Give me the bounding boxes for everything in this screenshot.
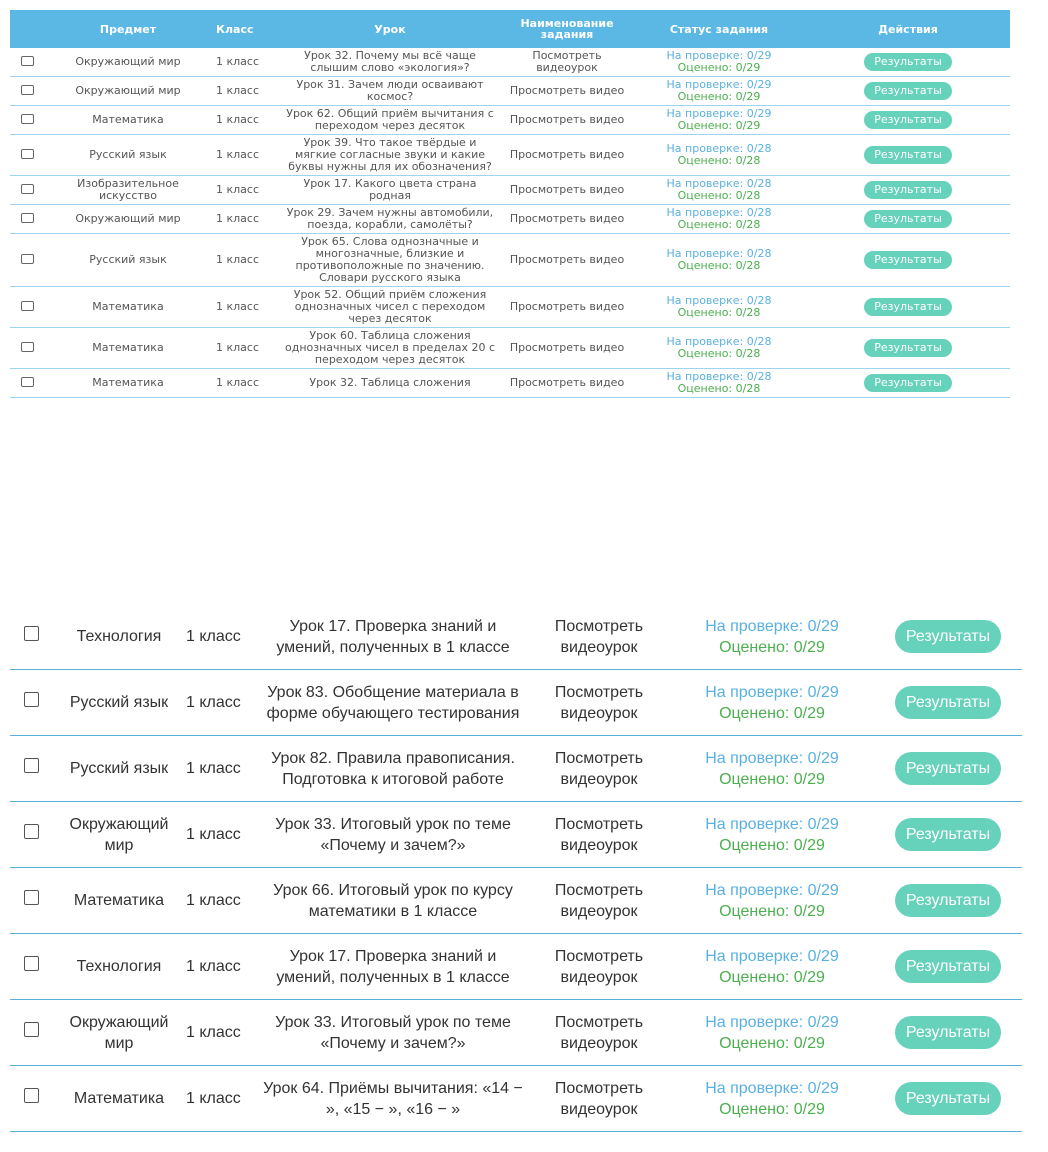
subject-cell: Окружающий мир: [44, 77, 212, 106]
row-checkbox-cell: [10, 48, 44, 77]
class-cell: 1 класс: [212, 106, 278, 135]
status-cell: [670, 1000, 874, 1066]
status-cell: [632, 205, 806, 234]
table-row: [10, 868, 1022, 934]
task-name-cell: Посмотреть видеоурок: [528, 604, 670, 670]
lesson-cell: Урок 82. Правила правописания. Подготовка к итоговой работе: [258, 736, 528, 802]
header-class: Класс: [212, 10, 278, 48]
task-name-cell: Просмотреть видео: [502, 369, 632, 398]
actions-cell: [806, 135, 1010, 176]
checkbox-icon[interactable]: [24, 1022, 39, 1037]
checkbox-icon[interactable]: [24, 824, 39, 839]
actions-cell: [874, 670, 1022, 736]
table-row: [10, 1000, 1022, 1066]
results-button[interactable]: Результаты: [864, 298, 952, 316]
subject-cell: Русский язык: [44, 135, 212, 176]
task-name-cell: Посмотреть видеоурок: [528, 868, 670, 934]
header-task-name: Наименование задания: [502, 10, 632, 48]
status-on-review: На проверке: 0/29: [666, 107, 772, 120]
class-cell: 1 класс: [212, 48, 278, 77]
status-on-review: На проверке: 0/29: [705, 815, 839, 833]
checkbox-icon[interactable]: [24, 890, 39, 905]
status-graded: Оценено: 0/29: [719, 638, 825, 656]
status-graded: Оценено: 0/28: [677, 306, 761, 319]
lesson-cell: Урок 52. Общий приём сложения однозначных чисел с переходом через десяток: [278, 287, 502, 328]
subject-cell: Технология: [52, 934, 186, 1000]
checkbox-icon[interactable]: [21, 342, 34, 352]
actions-cell: [874, 802, 1022, 868]
status-on-review: На проверке: 0/29: [666, 49, 772, 62]
status-cell: [670, 670, 874, 736]
status-graded: Оценено: 0/29: [677, 90, 761, 103]
status-cell: [670, 604, 874, 670]
row-checkbox-cell: [10, 234, 44, 287]
checkbox-icon[interactable]: [24, 956, 39, 971]
row-checkbox-cell: [10, 1066, 52, 1132]
status-on-review: На проверке: 0/28: [666, 142, 772, 155]
status-on-review: На проверке: 0/29: [666, 78, 772, 91]
class-cell: 1 класс: [212, 77, 278, 106]
results-button[interactable]: Результаты: [864, 339, 952, 357]
results-button[interactable]: Результаты: [895, 950, 1001, 983]
class-cell: 1 класс: [186, 736, 258, 802]
task-name-cell: Просмотреть видео: [502, 176, 632, 205]
checkbox-icon[interactable]: [21, 213, 34, 223]
table-row: [10, 736, 1022, 802]
task-name-cell: Просмотреть видео: [502, 106, 632, 135]
task-name-cell: Просмотреть видео: [502, 287, 632, 328]
subject-cell: Математика: [44, 328, 212, 369]
actions-cell: [806, 234, 1010, 287]
table-row: [10, 135, 1010, 176]
class-cell: 1 класс: [212, 234, 278, 287]
header-actions: Действия: [806, 10, 1010, 48]
status-cell: [632, 106, 806, 135]
actions-cell: [874, 868, 1022, 934]
checkbox-icon[interactable]: [24, 758, 39, 773]
task-name-cell: Посмотреть видеоурок: [502, 48, 632, 77]
actions-cell: [806, 106, 1010, 135]
lesson-cell: Урок 33. Итоговый урок по теме «Почему и зачем?»: [258, 1000, 528, 1066]
status-graded: Оценено: 0/29: [677, 119, 761, 132]
status-on-review: На проверке: 0/29: [705, 1079, 839, 1097]
row-checkbox-cell: [10, 205, 44, 234]
actions-cell: [806, 287, 1010, 328]
status-on-review: На проверке: 0/29: [705, 617, 839, 635]
lesson-cell: Урок 65. Слова однозначные и многозначные, близкие и противоположные по значению. Словари русского языка: [278, 234, 502, 287]
results-button[interactable]: Результаты: [895, 686, 1001, 719]
row-checkbox-cell: [10, 77, 44, 106]
table-row: [10, 106, 1010, 135]
results-button[interactable]: Результаты: [864, 82, 952, 100]
checkbox-icon[interactable]: [24, 1088, 39, 1103]
task-name-cell: Посмотреть видеоурок: [528, 934, 670, 1000]
results-button[interactable]: Результаты: [864, 111, 952, 129]
subject-cell: Окружающий мир: [44, 205, 212, 234]
subject-cell: Математика: [44, 369, 212, 398]
class-cell: 1 класс: [186, 670, 258, 736]
checkbox-icon[interactable]: [21, 377, 34, 387]
actions-cell: [806, 77, 1010, 106]
status-on-review: На проверке: 0/28: [666, 247, 772, 260]
status-graded: Оценено: 0/29: [719, 1034, 825, 1052]
lesson-cell: Урок 83. Обобщение материала в форме обучающего тестирования: [258, 670, 528, 736]
table-row: [10, 369, 1010, 398]
class-cell: 1 класс: [212, 369, 278, 398]
actions-cell: [806, 205, 1010, 234]
results-button[interactable]: Результаты: [895, 752, 1001, 785]
status-graded: Оценено: 0/28: [677, 382, 761, 395]
status-on-review: На проверке: 0/28: [666, 294, 772, 307]
subject-cell: Окружающий мир: [52, 1000, 186, 1066]
row-checkbox-cell: [10, 604, 52, 670]
status-on-review: На проверке: 0/29: [705, 947, 839, 965]
subject-cell: Окружающий мир: [44, 48, 212, 77]
table-row: [10, 670, 1022, 736]
lesson-cell: Урок 31. Зачем люди осваивают космос?: [278, 77, 502, 106]
status-cell: [670, 868, 874, 934]
results-button[interactable]: Результаты: [895, 884, 1001, 917]
checkbox-icon[interactable]: [21, 114, 34, 124]
table-row: [10, 802, 1022, 868]
lesson-cell: Урок 17. Проверка знаний и умений, полученных в 1 классе: [258, 934, 528, 1000]
checkbox-icon[interactable]: [21, 85, 34, 95]
table-row: [10, 77, 1010, 106]
status-graded: Оценено: 0/29: [719, 902, 825, 920]
lesson-cell: Урок 39. Что такое твёрдые и мягкие согласные звуки и какие буквы нужны для их обозначения?: [278, 135, 502, 176]
table-row: [10, 48, 1010, 77]
status-graded: Оценено: 0/28: [677, 259, 761, 272]
row-checkbox-cell: [10, 1000, 52, 1066]
row-checkbox-cell: [10, 328, 44, 369]
class-cell: 1 класс: [212, 205, 278, 234]
lesson-cell: Урок 66. Итоговый урок по курсу математики в 1 классе: [258, 868, 528, 934]
status-graded: Оценено: 0/28: [677, 189, 761, 202]
subject-cell: Математика: [52, 868, 186, 934]
header-lesson: Урок: [278, 10, 502, 48]
task-name-cell: Просмотреть видео: [502, 77, 632, 106]
row-checkbox-cell: [10, 868, 52, 934]
actions-cell: [874, 604, 1022, 670]
row-checkbox-cell: [10, 369, 44, 398]
subject-cell: Математика: [52, 1066, 186, 1132]
assignments-table-bottom: [10, 604, 1022, 1132]
lesson-cell: Урок 60. Таблица сложения однозначных чисел в пределах 20 с переходом через десяток: [278, 328, 502, 369]
status-cell: [670, 934, 874, 1000]
class-cell: 1 класс: [186, 802, 258, 868]
header-checkbox-col: [10, 10, 44, 48]
checkbox-icon[interactable]: [24, 626, 39, 641]
status-on-review: На проверке: 0/28: [666, 335, 772, 348]
checkbox-icon[interactable]: [24, 692, 39, 707]
status-graded: Оценено: 0/29: [719, 770, 825, 788]
row-checkbox-cell: [10, 135, 44, 176]
subject-cell: Русский язык: [44, 234, 212, 287]
subject-cell: Окружающий мир: [52, 802, 186, 868]
task-name-cell: Посмотреть видеоурок: [528, 1000, 670, 1066]
actions-cell: [806, 328, 1010, 369]
actions-cell: [874, 1066, 1022, 1132]
row-checkbox-cell: [10, 934, 52, 1000]
task-name-cell: Посмотреть видеоурок: [528, 736, 670, 802]
results-button[interactable]: Результаты: [895, 620, 1001, 653]
status-cell: [670, 802, 874, 868]
table-row: [10, 176, 1010, 205]
class-cell: 1 класс: [212, 176, 278, 205]
row-checkbox-cell: [10, 106, 44, 135]
status-cell: [670, 1066, 874, 1132]
header-subject: Предмет: [44, 10, 212, 48]
task-name-cell: Просмотреть видео: [502, 135, 632, 176]
task-name-cell: Посмотреть видеоурок: [528, 670, 670, 736]
row-checkbox-cell: [10, 176, 44, 205]
header-status: Статус задания: [632, 10, 806, 48]
row-checkbox-cell: [10, 287, 44, 328]
lesson-cell: Урок 17. Проверка знаний и умений, полученных в 1 классе: [258, 604, 528, 670]
table-row: [10, 934, 1022, 1000]
class-cell: 1 класс: [186, 1000, 258, 1066]
status-on-review: На проверке: 0/29: [705, 881, 839, 899]
status-cell: [632, 48, 806, 77]
status-on-review: На проверке: 0/29: [705, 749, 839, 767]
table-row: [10, 604, 1022, 670]
subject-cell: Русский язык: [52, 736, 186, 802]
task-name-cell: Просмотреть видео: [502, 328, 632, 369]
lesson-cell: Урок 17. Какого цвета страна родная: [278, 176, 502, 205]
status-cell: [670, 736, 874, 802]
status-graded: Оценено: 0/29: [677, 61, 761, 74]
results-button[interactable]: Результаты: [864, 210, 952, 228]
results-button[interactable]: Результаты: [895, 1016, 1001, 1049]
class-cell: 1 класс: [212, 328, 278, 369]
status-cell: [632, 328, 806, 369]
status-cell: [632, 234, 806, 287]
status-graded: Оценено: 0/28: [677, 347, 761, 360]
class-cell: 1 класс: [186, 934, 258, 1000]
table-row: [10, 234, 1010, 287]
class-cell: 1 класс: [186, 868, 258, 934]
status-cell: [632, 77, 806, 106]
results-button[interactable]: Результаты: [864, 53, 952, 71]
status-graded: Оценено: 0/29: [719, 704, 825, 722]
row-checkbox-cell: [10, 802, 52, 868]
checkbox-icon[interactable]: [21, 184, 34, 194]
status-cell: [632, 287, 806, 328]
results-button[interactable]: Результаты: [864, 181, 952, 199]
row-checkbox-cell: [10, 670, 52, 736]
results-button[interactable]: Результаты: [864, 251, 952, 269]
actions-cell: [806, 369, 1010, 398]
row-checkbox-cell: [10, 736, 52, 802]
status-graded: Оценено: 0/28: [677, 218, 761, 231]
task-name-cell: Просмотреть видео: [502, 205, 632, 234]
checkbox-icon[interactable]: [21, 301, 34, 311]
subject-cell: Математика: [44, 106, 212, 135]
subject-cell: Русский язык: [52, 670, 186, 736]
table-row: [10, 205, 1010, 234]
results-button[interactable]: Результаты: [895, 818, 1001, 851]
checkbox-icon[interactable]: [21, 56, 34, 66]
task-name-cell: Посмотреть видеоурок: [528, 802, 670, 868]
actions-cell: [806, 176, 1010, 205]
status-on-review: На проверке: 0/28: [666, 370, 772, 383]
task-name-cell: Посмотреть видеоурок: [528, 1066, 670, 1132]
table-row: [10, 287, 1010, 328]
class-cell: 1 класс: [186, 1066, 258, 1132]
assignments-table-top: [10, 10, 1010, 398]
status-on-review: На проверке: 0/29: [705, 683, 839, 701]
status-graded: Оценено: 0/29: [719, 836, 825, 854]
lesson-cell: Урок 62. Общий приём вычитания с переходом через десяток: [278, 106, 502, 135]
class-cell: 1 класс: [212, 135, 278, 176]
status-on-review: На проверке: 0/28: [666, 206, 772, 219]
results-button[interactable]: Результаты: [895, 1082, 1001, 1115]
status-on-review: На проверке: 0/28: [666, 177, 772, 190]
results-button[interactable]: Результаты: [864, 374, 952, 392]
table-row: [10, 1066, 1022, 1132]
status-on-review: На проверке: 0/29: [705, 1013, 839, 1031]
status-cell: [632, 135, 806, 176]
task-name-cell: Просмотреть видео: [502, 234, 632, 287]
class-cell: 1 класс: [212, 287, 278, 328]
actions-cell: [874, 1000, 1022, 1066]
subject-cell: Технология: [52, 604, 186, 670]
status-cell: [632, 176, 806, 205]
table-row: [10, 328, 1010, 369]
status-graded: Оценено: 0/29: [719, 968, 825, 986]
status-graded: Оценено: 0/29: [719, 1100, 825, 1118]
actions-cell: [874, 934, 1022, 1000]
status-graded: Оценено: 0/28: [677, 154, 761, 167]
lesson-cell: Урок 32. Почему мы всё чаще слышим слово «экология»?: [278, 48, 502, 77]
lesson-cell: Урок 33. Итоговый урок по теме «Почему и зачем?»: [258, 802, 528, 868]
lesson-cell: Урок 29. Зачем нужны автомобили, поезда, корабли, самолёты?: [278, 205, 502, 234]
table-header-row: [10, 10, 1010, 48]
checkbox-icon[interactable]: [21, 149, 34, 159]
lesson-cell: Урок 32. Таблица сложения: [278, 369, 502, 398]
subject-cell: Математика: [44, 287, 212, 328]
results-button[interactable]: Результаты: [864, 146, 952, 164]
checkbox-icon[interactable]: [21, 254, 34, 264]
actions-cell: [806, 48, 1010, 77]
class-cell: 1 класс: [186, 604, 258, 670]
subject-cell: Изобразительное искусство: [44, 176, 212, 205]
actions-cell: [874, 736, 1022, 802]
lesson-cell: Урок 64. Приёмы вычитания: «14 − », «15 − », «16 − »: [258, 1066, 528, 1132]
status-cell: [632, 369, 806, 398]
